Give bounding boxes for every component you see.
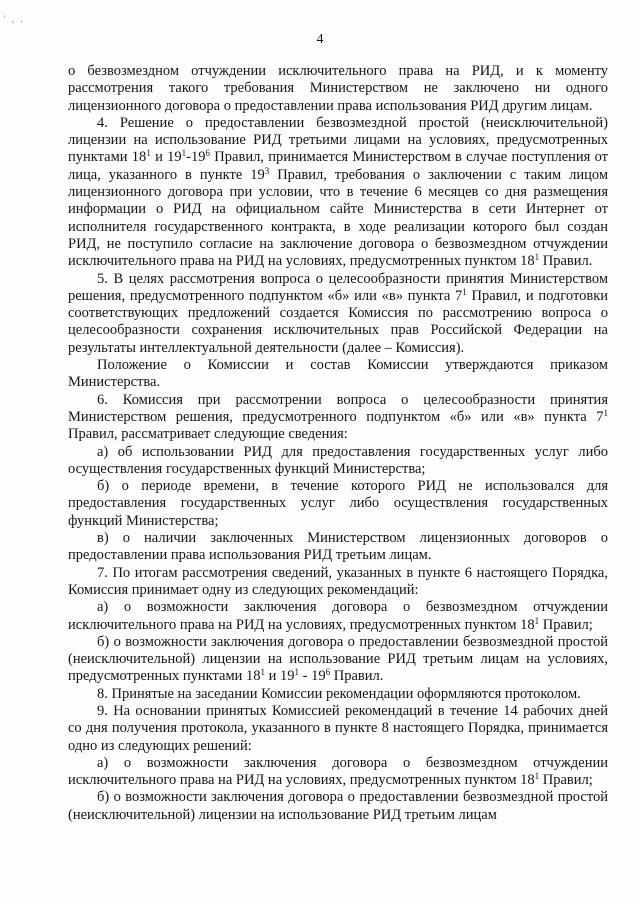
paragraph-text: 9. На основании принятых Комиссией рекомендаций в течение 14 рабочих дней со дня получения протокола, указанного в пункте 8 настоящего Порядка, принимается одно из следующих решений: (68, 702, 608, 754)
superscript-index: 1 (462, 286, 467, 297)
superscript-index: 6 (205, 148, 211, 159)
paragraph-item-4 (68, 115, 608, 271)
paragraph-text: Правил; (539, 616, 593, 633)
paragraph-text: Правил, требования о заключении с таким лицом лицензионного договора при условии, что в течение 6 месяцев со дня размещения информации о РИД на официальном сайте Министерства в сети Интернет от исполнителя государственного контракта, в ходе реализации которого был создан РИД, не поступило согласие на заключение договора о безвозмездном отчуждении исключительного права на РИД на условиях, предусмотренных пунктом 18 (68, 166, 609, 270)
paragraph-text: Правил. (330, 668, 384, 685)
paragraph-item-6a (68, 444, 608, 479)
paragraph-item-9b (68, 789, 608, 824)
paragraph-item-6 (68, 392, 608, 444)
paragraph-commission-regulation (68, 357, 608, 392)
paragraph-text: Правил, принимается Министерством в случае поступления от лица, указанного в пункте 19 (68, 149, 609, 183)
paragraph-text: Правил, рассматривает следующие сведения: (68, 426, 348, 443)
paragraph-item-9 (68, 703, 608, 755)
paragraph-item-8 (68, 686, 608, 703)
paragraph-text: 8. Принятые на заседании Комиссии рекомендации оформляются протоколом. (97, 685, 581, 702)
paragraph-text: Правил; (539, 772, 593, 789)
paragraph-text: 5. В целях рассмотрения вопроса о целесообразности принятия Министерством решения, предусмотренного подпунктом «б» или «в» пункта 7 (68, 270, 608, 304)
paragraph-text: б) о периоде времени, в течение которого РИД не использовался для предоставления государственных услуг либо осуществления государственных функций Министерства; (68, 478, 608, 529)
paragraph-text: а) о возможности заключения договора о безвозмездном отчуждении исключительного права на РИД на условиях, предусмотренных пунктом 18 (68, 754, 608, 789)
paragraph-text: -19 (186, 149, 206, 166)
paragraph-text: 7. По итогам рассмотрения сведений, указанных в пункте 6 настоящего Порядка, Комиссия принимает одну из следующих рекомендаций: (68, 564, 608, 598)
superscript-index: 1 (146, 148, 151, 159)
paragraph-text: - 19 (299, 668, 326, 685)
paragraph-text: Правил, и подготовки соответствующих предложений создается Комиссия по рассмотрению вопроса о целесообразности сохранения исключительных прав Российской Федерации на результаты интеллектуальной деятельности (далее – Комиссия). (68, 287, 608, 356)
superscript-index: 1 (260, 667, 266, 678)
paragraph-item-6c (68, 530, 608, 565)
paragraph-text: и 19 (150, 149, 182, 166)
superscript-index: 1 (534, 771, 540, 782)
paragraph-item-9a (68, 755, 608, 790)
superscript-index: 3 (264, 165, 270, 176)
paragraph-text: 4. Решение о предоставлении безвозмездной простой (неисключительной) лицензии на использование РИД третьими лицами на условиях, предусмотренных пунктами 18 (68, 114, 608, 166)
paragraph-item-6b (68, 478, 608, 530)
paragraph-text: Правил. (539, 253, 593, 270)
paragraph-text: б) о возможности заключения договора о предоставлении безвозмездной простой (неисключительной) лицензии на использование РИД третьим лицам на условиях, предусмотренных пунктами 18 (68, 633, 608, 685)
superscript-index: 1 (181, 148, 187, 159)
paragraph-text: в) о наличии заключенных Министерством лицензионных договоров о предоставлении права использования РИД третьим лицам. (68, 530, 608, 564)
paragraph-text: а) о возможности заключения договора о безвозмездном отчуждении исключительного права на РИД на условиях, предусмотренных пунктом 18 (68, 599, 608, 633)
paragraph-item-5 (68, 271, 608, 357)
paragraph-text: 6. Комиссия при рассмотрении вопроса о целесообразности принятия Министерством решения, предусмотренного подпунктом «б» или «в» пункта 7 (68, 391, 608, 425)
paragraph-text: о безвозмездном отчуждении исключительного права на РИД, и к моменту рассмотрения такого требования Министерством не заключено ни одного лицензионного договора о предоставлении права использования РИД другим лицам. (68, 63, 608, 114)
paragraph-item-7a (68, 599, 608, 634)
superscript-index: 1 (534, 615, 540, 626)
superscript-index: 1 (294, 667, 300, 678)
document-body (68, 63, 608, 824)
paragraph-text: б) о возможности заключения договора о предоставлении безвозмездной простой (неисключительной) лицензии на использование РИД третьим лицам (68, 789, 608, 823)
paragraph-continuation (68, 63, 608, 115)
paragraph-text: Положение о Комиссии и состав Комиссии утверждаются приказом Министерства. (68, 357, 608, 391)
page-number: 4 (316, 32, 324, 47)
superscript-index: 1 (603, 407, 608, 418)
paragraph-item-7 (68, 565, 608, 600)
superscript-index: 6 (325, 667, 331, 678)
paragraph-item-7b (68, 634, 608, 686)
paragraph-text: а) об использовании РИД для предоставления государственных услуг либо осуществления государственных функций Министерства; (68, 443, 608, 477)
paragraph-text: и 19 (265, 668, 295, 685)
superscript-index: 1 (534, 252, 540, 263)
scan-corner-marks: ' , . (4, 14, 25, 24)
